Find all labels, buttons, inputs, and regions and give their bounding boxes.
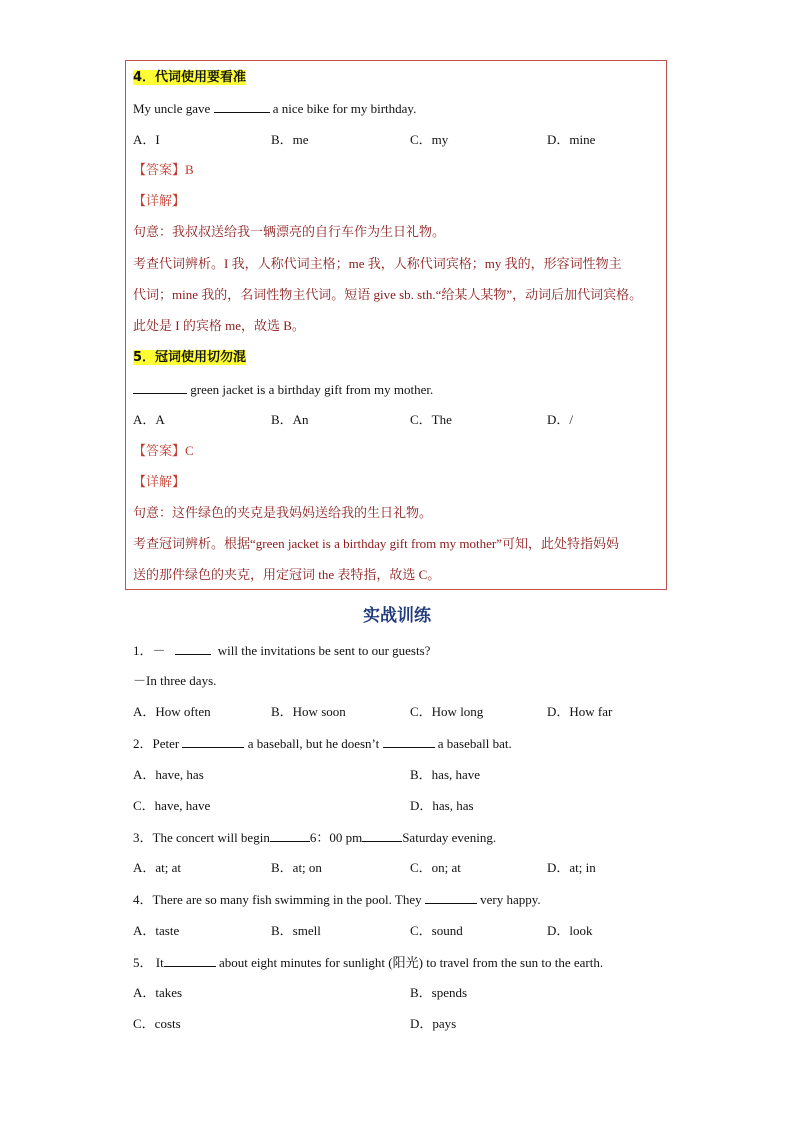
- option-a: A．A: [133, 412, 165, 427]
- option-c: C．How long: [410, 704, 484, 719]
- option-a: A．at; at: [133, 860, 182, 875]
- answer-blank: [133, 381, 187, 394]
- explanation-line: 此处是 I 的宾格 me，故选 B。: [133, 318, 305, 333]
- option-d: D．pays: [410, 1016, 457, 1031]
- option-b: B．spends: [410, 985, 468, 1000]
- option-a: A．I: [133, 132, 160, 147]
- option-a: A．taste: [133, 923, 180, 938]
- question-4: 4．There are so many fish swimming in the pool. They very happy.: [133, 892, 541, 907]
- option-a: A．takes: [133, 985, 183, 1000]
- option-c: C．sound: [410, 923, 463, 938]
- option-d: D．look: [547, 923, 593, 938]
- option-a: A．have, has: [133, 767, 204, 782]
- answer-line: 【答案】B: [133, 162, 194, 177]
- option-b: B．has, have: [410, 767, 481, 782]
- explanation-line: 考查冠词辨析。根据“green jacket is a birthday gift from my mother”可知，此处特指妈妈: [133, 536, 619, 551]
- answer-blank: [362, 829, 402, 842]
- example-q4-text: My uncle gave a nice bike for my birthday.: [133, 101, 417, 116]
- detail-label: 【详解】: [133, 193, 186, 208]
- option-d: D．/: [547, 412, 574, 427]
- answer-blank: [270, 829, 310, 842]
- option-c: C．on; at: [410, 860, 461, 875]
- section-5-heading: 5．冠词使用切勿混: [133, 350, 247, 365]
- answer-blank: [182, 735, 244, 748]
- sentence-meaning: 句意：这件绿色的夹克是我妈妈送给我的生日礼物。: [133, 505, 433, 520]
- explanation-line: 代词；mine 我的，名词性物主代词。短语 give sb. sth.“给某人某物”，动词后加代词宾格。: [133, 287, 643, 302]
- answer-line: 【答案】C: [133, 443, 194, 458]
- answer-blank: [214, 100, 270, 113]
- option-b: B．How soon: [271, 704, 346, 719]
- question-3: 3．The concert will begin 6：00 pm Saturday evening.: [133, 830, 497, 845]
- option-b: B．me: [271, 132, 309, 147]
- question-5: 5． It about eight minutes for sunlight (阳光) to travel from the sun to the earth.: [133, 955, 604, 970]
- explanation-line: 考查代词辨析。I 我，人称代词主格；me 我，人称代词宾格；my 我的，形容词性物主: [133, 256, 622, 271]
- example-q5-text: green jacket is a birthday gift from my mother.: [133, 381, 433, 398]
- answer-blank: [164, 954, 216, 967]
- option-a: A．How often: [133, 704, 211, 719]
- question-2: 2．Peter a baseball, but he doesn’t a baseball bat.: [133, 736, 512, 751]
- detail-label: 【详解】: [133, 474, 186, 489]
- explanation-line: 送的那件绿色的夹克，用定冠词 the 表特指，故选 C。: [133, 567, 441, 582]
- option-c: C．my: [410, 132, 449, 147]
- question-1-reply: －In three days.: [133, 673, 217, 688]
- option-d: D．How far: [547, 704, 613, 719]
- option-b: B．An: [271, 412, 309, 427]
- option-d: D．at; in: [547, 860, 596, 875]
- option-c: C．The: [410, 412, 452, 427]
- option-c: C．have, have: [133, 798, 211, 813]
- section-title: 实战训练: [363, 606, 431, 626]
- option-d: D．has, has: [410, 798, 474, 813]
- answer-blank: [175, 642, 211, 655]
- question-1: 1．－ will the invitations be sent to our guests?: [133, 643, 431, 658]
- option-c: C．costs: [133, 1016, 181, 1031]
- option-b: B．smell: [271, 923, 321, 938]
- answer-blank: [383, 735, 435, 748]
- sentence-meaning: 句意：我叔叔送给我一辆漂亮的自行车作为生日礼物。: [133, 224, 446, 239]
- section-4-heading: 4．代词使用要看准: [133, 70, 247, 85]
- option-d: D．mine: [547, 132, 596, 147]
- answer-blank: [425, 891, 477, 904]
- option-b: B．at; on: [271, 860, 322, 875]
